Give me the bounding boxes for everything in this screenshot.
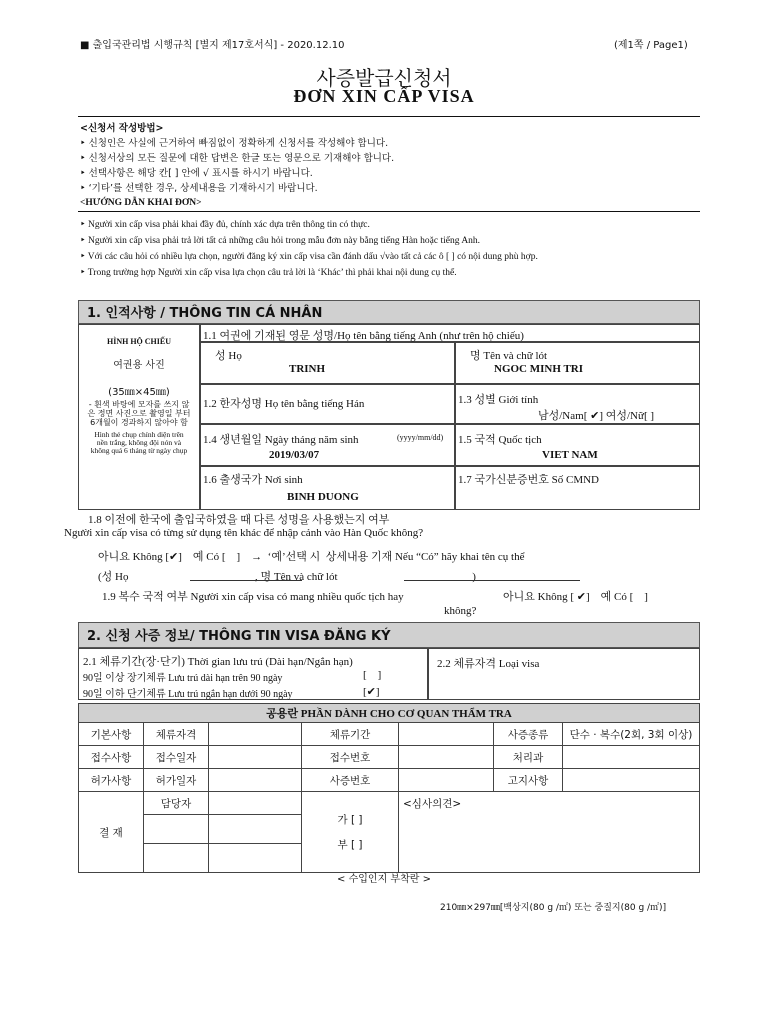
review-opinion-label: <심사의견> (403, 798, 462, 810)
field-1-7-label: 1.7 국가신분증번호 Số CMND (458, 474, 600, 486)
given-name-value: NGOC MINH TRI (494, 363, 584, 375)
table-cell: 체류기간 (302, 723, 399, 746)
field-1-2[interactable] (200, 384, 455, 424)
instruction-vi-item: ‣ Người xin cấp visa phải trả lời tất cả những câu hỏi trong mẫu đơn này bằng tiếng Hàn hoặc tiếng Anh. (80, 236, 481, 246)
table-cell: 체류자격 (144, 723, 209, 746)
name-underline (404, 580, 580, 581)
table-cell[interactable] (209, 723, 302, 746)
table-cell[interactable] (209, 844, 302, 873)
instruction-vi-item: ‣ Người xin cấp visa phải khai đầy đủ, chính xác dựa trên thông tin có thực. (80, 220, 370, 230)
photo-note-ko: - 흰색 바탕에 모자를 쓰지 않은 정면 사진으로 촬영일 부터 6개월이 경과하지 않아야 함 (87, 400, 191, 427)
surname-label: 성 Họ (215, 350, 242, 362)
table-row (79, 792, 700, 815)
short-stay-checkbox[interactable]: [✔] (363, 686, 380, 698)
field-2-1-label: 2.1 체류기간(장·단기) Thời gian lưu trú (Dài hạn/Ngắn hạn) (83, 656, 353, 668)
table-cell[interactable] (563, 769, 700, 792)
form-reference: ■ 출입국관리법 시행규칙 [별지 제17호서식] - 2020.12.10 (80, 40, 345, 51)
divider (78, 116, 700, 117)
instructions-ko-heading: <신청서 작성방법> (80, 123, 164, 134)
instruction-ko-item: ‣ 신청인은 사실에 근거하여 빠짐없이 정확하게 신청서를 작성해야 합니다. (80, 138, 389, 149)
field-1-7[interactable] (455, 466, 700, 510)
field-2-2-label: 2.2 체류자격 Loại visa (437, 658, 540, 670)
long-stay-label: 90일 이상 장기체류 Lưu trú dài hạn trên 90 ngày (83, 673, 283, 684)
table-cell: 허가사항 (79, 769, 144, 792)
official-heading: 공용란 PHẦN DÀNH CHO CƠ QUAN THẨM TRA (79, 704, 700, 723)
page-number: (제1쪽 / Page1) (614, 40, 688, 51)
instruction-ko-item: ‣ 선택사항은 해당 칸[ ] 안에 √ 표시를 하시기 바랍니다. (80, 168, 313, 179)
table-cell[interactable] (209, 792, 302, 815)
field-1-2-label: 1.2 한자성명 Họ tên bằng tiếng Hán (203, 398, 365, 410)
official-use-table (78, 703, 700, 873)
field-2-2[interactable] (428, 648, 700, 700)
section1-title: 1. 인적사항 / THÔNG TIN CÁ NHÂN (87, 306, 323, 321)
table-cell[interactable] (144, 815, 209, 844)
table-cell[interactable] (399, 746, 494, 769)
photo-size: (35㎜×45㎜) (108, 387, 170, 398)
nationality-value: VIET NAM (542, 449, 598, 461)
question-1-9-answer[interactable]: 아니요 Không [ ✔] 예 Có [ ] (503, 591, 648, 603)
officer-label: 담당자 (144, 792, 209, 815)
question-1-8-ko: 1.8 이전에 한국에 출입국하였을 때 다른 성명을 사용했는지 여부 (88, 514, 390, 526)
field-1-4[interactable] (200, 424, 455, 466)
table-cell: 고지사항 (494, 769, 563, 792)
date-format: (yyyy/mm/dd) (397, 433, 444, 442)
paper-spec: 210㎜×297㎜[백상지(80 g /㎡) 또는 중질지(80 g /㎡)] (440, 903, 667, 913)
field-1-4-label: 1.4 생년월일 Ngày tháng năm sinh (203, 434, 359, 446)
section2-header (78, 622, 700, 648)
given-name-field[interactable] (455, 342, 700, 384)
table-cell[interactable] (209, 769, 302, 792)
section1-header (78, 300, 700, 324)
given-name-label: 명 Tên và chữ lót (470, 350, 548, 362)
review-opinion[interactable] (399, 792, 700, 873)
stamp-area-label: < 수입인지 부착란 > (337, 874, 431, 885)
field-1-1-label: 1.1 여권에 기재된 영문 성명/Họ tên bằng tiếng Anh (như trên hộ chiếu) (203, 330, 524, 342)
photo-note-vi: Hình thẻ chụp chính diện trên nền trắng, không đội nón và không quá 6 tháng từ ngày chụp (90, 430, 188, 455)
table-cell[interactable] (144, 844, 209, 873)
name-underline (190, 580, 302, 581)
photo-ko-label: 여권용 사진 (113, 360, 165, 371)
table-cell[interactable] (563, 746, 700, 769)
field-2-1 (78, 648, 428, 700)
table-cell[interactable] (209, 815, 302, 844)
instructions-vi-heading: <HƯỚNG DẪN KHAI ĐƠN> (80, 198, 202, 208)
table-cell: 접수번호 (302, 746, 399, 769)
long-stay-checkbox[interactable]: [ ] (363, 669, 382, 681)
table-cell: 접수일자 (144, 746, 209, 769)
short-stay-label: 90일 이하 단기체류 Lưu trú ngắn hạn dưới 90 ngày (83, 689, 293, 700)
title-vietnamese: ĐƠN XIN CẤP VISA (293, 86, 475, 106)
field-1-5-label: 1.5 국적 Quốc tịch (458, 434, 542, 446)
table-cell[interactable] (209, 746, 302, 769)
question-1-9: 1.9 복수 국적 여부 Người xin cấp visa có mang nhiều quốc tịch hay (102, 591, 404, 603)
table-cell: 사증종류 (494, 723, 563, 746)
table-cell[interactable]: 단수 · 복수(2회, 3회 이상) (563, 723, 700, 746)
approval-label: 결 재 (79, 792, 144, 873)
instruction-vi-item: ‣ Trong trường hợp Người xin cấp visa lựa chọn câu trả lời là ‘Khác’ thì phải khai nội dung cụ thể. (80, 268, 457, 278)
reject-checkbox[interactable]: 부 [ ] (337, 839, 363, 851)
table-row (79, 723, 700, 746)
table-cell: 사증번호 (302, 769, 399, 792)
gender-options[interactable]: 남성/Nam[ ✔] 여성/Nữ[ ] (538, 410, 655, 422)
table-cell: 기본사항 (79, 723, 144, 746)
field-1-6[interactable] (200, 466, 455, 510)
surname-field[interactable] (200, 342, 455, 384)
instruction-ko-item: ‣ ‘기타’를 선택한 경우, 상세내용을 기재하시기 바랍니다. (80, 183, 318, 194)
field-1-5[interactable] (455, 424, 700, 466)
field-1-1 (200, 324, 700, 342)
table-cell: 접수사항 (79, 746, 144, 769)
question-1-8-name[interactable]: (성 Họ , 명 Tên và chữ lót ) (98, 571, 476, 583)
photo-heading: HÌNH HỘ CHIẾU (106, 337, 171, 346)
table-cell: 허가일자 (144, 769, 209, 792)
table-row (79, 704, 700, 723)
section2-title: 2. 신청 사증 정보/ THÔNG TIN VISA ĐĂNG KÝ (87, 629, 391, 644)
table-row (79, 769, 700, 792)
field-1-3[interactable] (455, 384, 700, 424)
table-row (79, 746, 700, 769)
question-1-8-answer[interactable]: 아니요 Không [✔] 예 Có [ ] → ‘예’선택 시 상세내용 기재 Nếu “Có” hãy khai tên cụ thể (98, 551, 525, 563)
surname-value: TRINH (289, 363, 326, 375)
table-cell: 처리과 (494, 746, 563, 769)
approve-checkbox[interactable]: 가 [ ] (337, 814, 363, 826)
question-1-9-tail: không? (444, 605, 477, 617)
dob-value: 2019/03/07 (269, 449, 320, 461)
field-1-3-label: 1.3 성별 Giới tính (458, 394, 539, 406)
photo-box (78, 324, 200, 510)
instruction-ko-item: ‣ 신청서상의 모든 질문에 대한 답변은 한글 또는 영문으로 기재해야 합니다. (80, 153, 395, 164)
field-1-6-label: 1.6 출생국가 Nơi sinh (203, 474, 303, 486)
instructions-ko (80, 121, 394, 196)
decision-cell[interactable] (302, 792, 399, 873)
title-korean: 사증발급신청서 (316, 66, 452, 90)
instruction-vi-item: ‣ Với các câu hỏi có nhiều lựa chọn, người đăng ký xin cấp visa cần đánh dấu √vào tất cả các ô [ ] có nội dung phù hợp. (80, 252, 538, 262)
table-cell[interactable] (399, 769, 494, 792)
birthplace-value: BINH DUONG (287, 491, 359, 503)
table-cell[interactable] (399, 723, 494, 746)
question-1-8-vi: Người xin cấp visa có từng sử dụng tên khác để nhập cảnh vào Hàn Quốc không? (64, 527, 424, 539)
instructions-vi (80, 196, 700, 280)
